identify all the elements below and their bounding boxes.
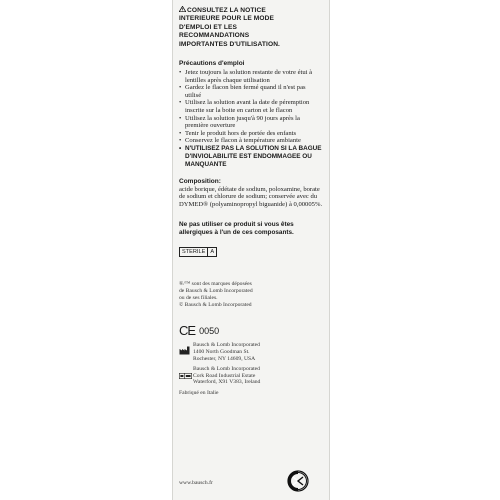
precautions-list [179,69,323,169]
manufacturer-icon [179,342,193,362]
ce-marking [179,323,323,338]
ce-mark-icon: CE [179,323,196,339]
country-of-origin: Fabriqué en Italie [179,390,219,397]
precaution-item: • Tenir le produit hors de portée des enfants [179,130,323,138]
ec-rep-line: Bausch & Lomb Incorporated [193,366,260,373]
warning-line-4: RECOMMANDATIONS [179,32,250,40]
composition-title: Composition: [179,177,221,185]
green-dot-recycle-icon [287,470,309,492]
ec-rep-icon [179,366,193,386]
sterile-label: STERILE [179,247,208,257]
warning-block [179,6,323,49]
warning-triangle-icon [179,6,186,15]
precaution-item: • Utilisez la solution jusqu'à 90 jours après la première ouverture [179,115,323,130]
precaution-item: • Conservez le flacon à température ambiante [179,137,323,145]
trademark-line: ou de ses filiales. [179,294,218,301]
trademark-notice [179,281,323,308]
ec-rep-line: Waterford, X91 V383, Ireland [193,379,261,386]
ec-rep-line: Cork Road Industrial Estate [193,372,256,379]
website-link[interactable]: www.bausch.fr [179,480,213,486]
allergy-notice: Ne pas utiliser ce produit si vous êtes allergiques à l'un de ces composants. [179,221,294,237]
ec-rep-address [179,366,323,386]
trademark-line: de Bausch & Lomb Incorporated [179,288,253,295]
manufacturer-line: Bausch & Lomb Incorporated [193,342,260,349]
composition-text: acide borique, édétate de sodium, poloxamine, borate de sodium et chlorure de sodium; conservée avec du DYMED® (polyaminopropyl biguanide) à 0,00005%. [179,185,323,208]
warning-line-5: IMPORTANTES D'UTILISATION. [179,40,280,48]
precaution-item: • Jetez toujours la solution restante de votre étui à lentilles après chaque utilisation [179,69,323,84]
sterile-code: A [208,247,217,257]
manufacturer-line: Rochester, NY 14609, USA [193,355,256,362]
warning-line-1: CONSULTEZ LA NOTICE [179,6,323,15]
product-label [172,0,330,500]
warning-line-3: D'EMPLOI ET LES [179,23,238,31]
manufacturer-line: 1400 North Goodman St. [193,349,250,356]
trademark-line: ®/™ sont des marques déposées [179,281,252,288]
precaution-item: • Utilisez la solution avant la date de péremption inscrite sur la boite en carton et le flacon [179,99,323,114]
manufacturer-address [179,342,323,362]
ec-rep-text [193,366,260,386]
manufacturer-text [193,342,260,362]
precaution-item-warning: • N'UTILISEZ PAS LA SOLUTION SI LA BAGUE D'INVIOLABILITE EST ENDOMMAGEE OU MANQUANTE [179,145,323,169]
sterile-badge [179,247,323,257]
trademark-line: © Bausch & Lomb Incorporated [179,301,252,308]
label-content [179,6,323,396]
precaution-item: • Gardez le flacon bien fermé quand il n'est pas utilisé [179,84,323,99]
warning-line-2: INTERIEURE POUR LE MODE [179,15,274,23]
precautions-title: Précautions d'emploi [179,60,245,68]
notified-body-number: 0050 [199,325,220,336]
